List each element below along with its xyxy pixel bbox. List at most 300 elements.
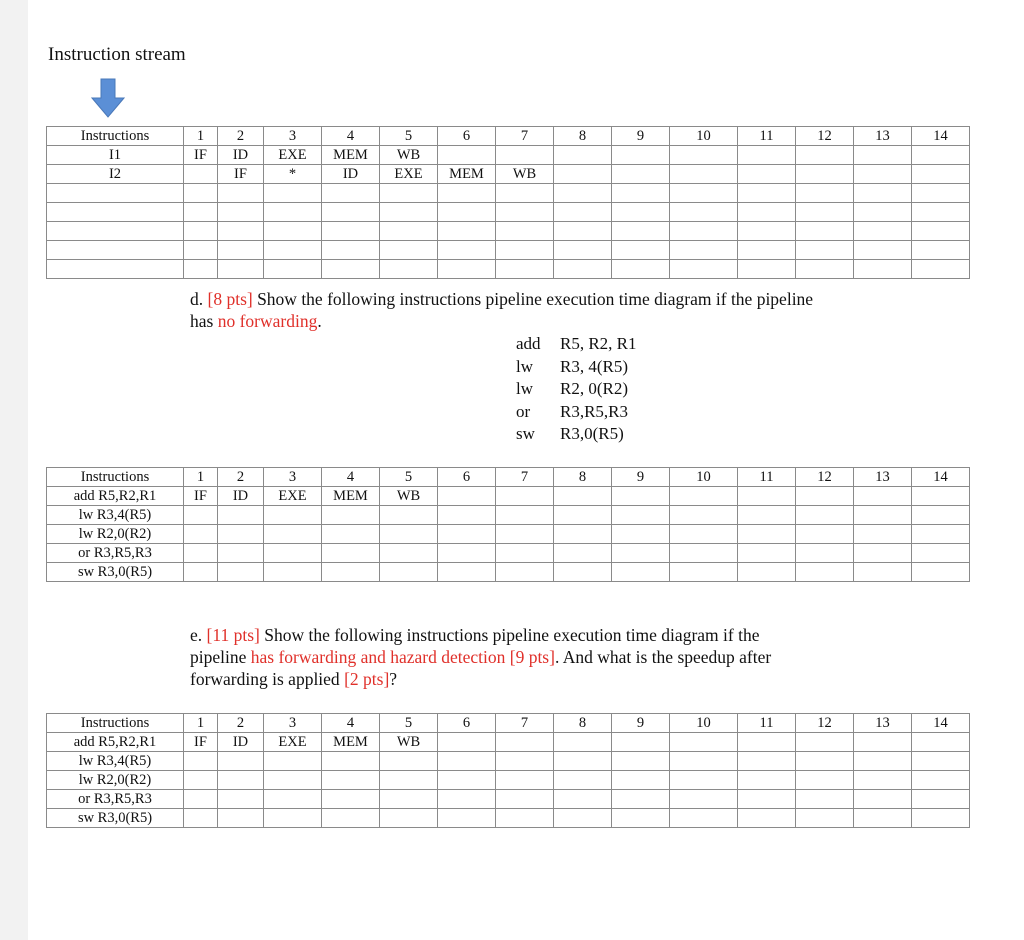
stage-cell [912, 203, 970, 222]
stage-cell [854, 790, 912, 809]
instruction-cell: I2 [47, 165, 184, 184]
stage-cell [322, 544, 380, 563]
cycle-number-cell: 14 [912, 714, 970, 733]
stage-cell [612, 184, 670, 203]
stage-cell [322, 790, 380, 809]
stage-cell [184, 563, 218, 582]
stage-cell [738, 544, 796, 563]
stage-cell [854, 544, 912, 563]
stage-cell [612, 752, 670, 771]
stage-cell [380, 241, 438, 260]
instruction-cell: lw R2,0(R2) [47, 771, 184, 790]
cycle-number-cell: 6 [438, 127, 496, 146]
cycle-number-cell: 10 [670, 127, 738, 146]
stage-cell [322, 184, 380, 203]
stage-cell [380, 771, 438, 790]
stage-cell [854, 260, 912, 279]
cycle-number-cell: 9 [612, 127, 670, 146]
stage-cell [670, 165, 738, 184]
cycle-header-row [47, 714, 970, 733]
stage-cell [184, 506, 218, 525]
question-d-highlight: no forwarding [217, 311, 318, 331]
stage-cell [496, 487, 554, 506]
cycle-number-cell: 3 [264, 714, 322, 733]
stage-cell [912, 809, 970, 828]
stage-cell [612, 222, 670, 241]
instructions-header-cell: Instructions [47, 127, 184, 146]
instruction-cell: sw R3,0(R5) [47, 809, 184, 828]
cycle-header-row [47, 127, 970, 146]
stage-cell [554, 506, 612, 525]
cycle-number-cell: 13 [854, 127, 912, 146]
stage-cell [670, 487, 738, 506]
cycle-number-cell: 9 [612, 468, 670, 487]
stage-cell [380, 809, 438, 828]
stage-cell [184, 544, 218, 563]
stage-cell: ID [218, 733, 264, 752]
stage-cell [554, 809, 612, 828]
stage-cell [612, 203, 670, 222]
code-args: R3,0(R5) [560, 424, 624, 443]
stage-cell [496, 563, 554, 582]
table-row [47, 790, 970, 809]
stage-cell: IF [218, 165, 264, 184]
stage-cell [380, 506, 438, 525]
question-e-text3: . And what is the speedup after [554, 647, 772, 667]
question-e-text1: Show the following instructions pipeline execution time diagram if the [259, 625, 760, 645]
code-args: R3,R5,R3 [560, 401, 629, 421]
pipeline-table-top [46, 126, 970, 279]
stage-cell [854, 184, 912, 203]
cycle-number-cell: 10 [670, 468, 738, 487]
table-row [47, 487, 970, 506]
instruction-cell [47, 184, 184, 203]
stage-cell [612, 260, 670, 279]
stage-cell [612, 165, 670, 184]
cycle-number-cell: 12 [796, 714, 854, 733]
stage-cell [796, 544, 854, 563]
instruction-cell: sw R3,0(R5) [47, 563, 184, 582]
stage-cell [218, 771, 264, 790]
stage-cell [796, 790, 854, 809]
stage-cell: ID [218, 487, 264, 506]
stage-cell [264, 260, 322, 279]
instruction-cell: or R3,R5,R3 [47, 544, 184, 563]
cycle-number-cell: 2 [218, 468, 264, 487]
stage-cell [612, 506, 670, 525]
stage-cell [796, 165, 854, 184]
stage-cell [670, 790, 738, 809]
stage-cell [796, 809, 854, 828]
stage-cell [264, 771, 322, 790]
cycle-number-cell: 13 [854, 468, 912, 487]
cycle-number-cell: 1 [184, 468, 218, 487]
stage-cell [184, 790, 218, 809]
stage-cell [184, 525, 218, 544]
cycle-number-cell: 6 [438, 468, 496, 487]
cycle-number-cell: 7 [496, 714, 554, 733]
question-d-prefix: d. [190, 289, 208, 309]
table-row [47, 241, 970, 260]
stage-cell [322, 203, 380, 222]
stage-cell: WB [496, 165, 554, 184]
table-row [47, 544, 970, 563]
stage-cell: WB [380, 487, 438, 506]
stage-cell [854, 752, 912, 771]
cycle-number-cell: 1 [184, 714, 218, 733]
stage-cell [854, 563, 912, 582]
stage-cell [670, 563, 738, 582]
stage-cell [496, 525, 554, 544]
cycle-number-cell: 5 [380, 468, 438, 487]
stage-cell [264, 203, 322, 222]
cycle-number-cell: 1 [184, 127, 218, 146]
stage-cell [738, 809, 796, 828]
table-row [47, 222, 970, 241]
cycle-number-cell: 8 [554, 468, 612, 487]
cycle-number-cell: 9 [612, 714, 670, 733]
stage-cell [496, 203, 554, 222]
stage-cell [854, 203, 912, 222]
stage-cell [218, 222, 264, 241]
code-args: R2, 0(R2) [560, 379, 628, 398]
table-row [47, 184, 970, 203]
stage-cell [380, 563, 438, 582]
cycle-header-row [47, 468, 970, 487]
stage-cell [670, 146, 738, 165]
stage-cell [854, 733, 912, 752]
stage-cell [670, 184, 738, 203]
stage-cell [796, 752, 854, 771]
down-arrow-icon [91, 78, 125, 118]
code-args: R5, R2, R1 [560, 334, 637, 353]
stage-cell [438, 733, 496, 752]
stage-cell [322, 525, 380, 544]
stage-cell [912, 733, 970, 752]
stage-cell: EXE [380, 165, 438, 184]
stage-cell [554, 790, 612, 809]
code-op: add [516, 334, 541, 353]
stage-cell [612, 563, 670, 582]
stage-cell [670, 222, 738, 241]
cycle-number-cell: 5 [380, 127, 438, 146]
stage-cell: IF [184, 487, 218, 506]
stage-cell [554, 525, 612, 544]
stage-cell [796, 525, 854, 544]
instruction-cell: lw R3,4(R5) [47, 506, 184, 525]
code-listing [516, 333, 637, 446]
cycle-number-cell: 4 [322, 127, 380, 146]
stage-cell [380, 222, 438, 241]
stage-cell [496, 506, 554, 525]
table-row [47, 525, 970, 544]
stage-cell [738, 222, 796, 241]
stage-cell [264, 506, 322, 525]
stage-cell [438, 203, 496, 222]
stage-cell [218, 752, 264, 771]
stage-cell [670, 241, 738, 260]
stage-cell [796, 146, 854, 165]
code-line [516, 333, 637, 356]
stage-cell [854, 146, 912, 165]
stage-cell [612, 241, 670, 260]
stage-cell [670, 752, 738, 771]
stage-cell: MEM [322, 146, 380, 165]
cycle-number-cell: 2 [218, 127, 264, 146]
stage-cell [496, 544, 554, 563]
stage-cell: ID [218, 146, 264, 165]
stage-cell [854, 525, 912, 544]
table-row [47, 563, 970, 582]
table-row [47, 165, 970, 184]
cycle-number-cell: 12 [796, 127, 854, 146]
table-row [47, 260, 970, 279]
cycle-number-cell: 4 [322, 468, 380, 487]
stage-cell [496, 222, 554, 241]
table-row [47, 146, 970, 165]
cycle-number-cell: 6 [438, 714, 496, 733]
stage-cell [322, 241, 380, 260]
cycle-number-cell: 8 [554, 714, 612, 733]
stage-cell [554, 260, 612, 279]
stage-cell [912, 487, 970, 506]
stage-cell [912, 525, 970, 544]
question-e-text4: forwarding is applied [190, 669, 345, 689]
stage-cell [184, 184, 218, 203]
table-row [47, 771, 970, 790]
stage-cell [496, 260, 554, 279]
code-op: lw [516, 356, 533, 376]
stage-cell: * [264, 165, 322, 184]
stage-cell [380, 184, 438, 203]
stage-cell [670, 260, 738, 279]
stage-cell [184, 165, 218, 184]
stage-cell [854, 165, 912, 184]
stage-cell [218, 260, 264, 279]
stage-cell [912, 165, 970, 184]
stage-cell [738, 752, 796, 771]
stage-cell [322, 809, 380, 828]
stage-cell [218, 203, 264, 222]
stage-cell [218, 809, 264, 828]
stage-cell [554, 203, 612, 222]
stage-cell [854, 809, 912, 828]
question-d-text2: has [190, 311, 218, 331]
stage-cell [438, 525, 496, 544]
instruction-cell: add R5,R2,R1 [47, 733, 184, 752]
question-d [190, 288, 813, 332]
stage-cell [218, 544, 264, 563]
stage-cell [438, 809, 496, 828]
cycle-number-cell: 8 [554, 127, 612, 146]
stage-cell [554, 752, 612, 771]
pipeline-table-d [46, 467, 970, 582]
stage-cell [438, 544, 496, 563]
stage-cell [612, 544, 670, 563]
stage-cell: MEM [322, 733, 380, 752]
stage-cell [184, 752, 218, 771]
stage-cell [612, 809, 670, 828]
instruction-cell: or R3,R5,R3 [47, 790, 184, 809]
stage-cell [612, 487, 670, 506]
stage-cell [438, 752, 496, 771]
question-e-suffix: ? [389, 669, 398, 689]
stage-cell: EXE [264, 487, 322, 506]
document-page [28, 0, 1024, 940]
stage-cell [218, 563, 264, 582]
cycle-number-cell: 5 [380, 714, 438, 733]
question-e-prefix: e. [190, 625, 207, 645]
stage-cell [796, 203, 854, 222]
question-e-highlight2: [2 pts] [344, 669, 390, 689]
stage-cell [322, 506, 380, 525]
question-d-points: [8 pts] [207, 289, 253, 309]
stage-cell [184, 241, 218, 260]
stage-cell [438, 771, 496, 790]
stage-cell: MEM [322, 487, 380, 506]
stage-cell [496, 241, 554, 260]
stage-cell [184, 260, 218, 279]
table-row [47, 506, 970, 525]
stage-cell [218, 184, 264, 203]
stage-cell [264, 241, 322, 260]
stage-cell [612, 771, 670, 790]
cycle-number-cell: 3 [264, 127, 322, 146]
cycle-number-cell: 11 [738, 714, 796, 733]
stage-cell [496, 733, 554, 752]
instruction-cell [47, 260, 184, 279]
stage-cell [796, 184, 854, 203]
stage-cell [670, 203, 738, 222]
stage-cell [612, 146, 670, 165]
stage-cell [438, 790, 496, 809]
stage-cell [912, 222, 970, 241]
stage-cell [796, 260, 854, 279]
stage-cell [796, 487, 854, 506]
cycle-number-cell: 14 [912, 468, 970, 487]
stage-cell [738, 241, 796, 260]
table-row [47, 809, 970, 828]
stage-cell [554, 733, 612, 752]
stage-cell [438, 563, 496, 582]
cycle-number-cell: 14 [912, 127, 970, 146]
stage-cell: ID [322, 165, 380, 184]
stage-cell [796, 222, 854, 241]
code-op: sw [516, 424, 535, 443]
stage-cell [438, 506, 496, 525]
stage-cell [496, 146, 554, 165]
stage-cell: EXE [264, 733, 322, 752]
stage-cell [854, 222, 912, 241]
cycle-number-cell: 4 [322, 714, 380, 733]
stage-cell [496, 771, 554, 790]
stage-cell [264, 752, 322, 771]
stage-cell [738, 525, 796, 544]
stage-cell [912, 771, 970, 790]
stage-cell [738, 165, 796, 184]
stage-cell [738, 487, 796, 506]
table-row [47, 752, 970, 771]
pipeline-table-e [46, 713, 970, 828]
stage-cell [854, 771, 912, 790]
stage-cell [912, 260, 970, 279]
stage-cell: WB [380, 733, 438, 752]
stage-cell [438, 241, 496, 260]
stage-cell [554, 165, 612, 184]
question-d-text1: Show the following instructions pipeline execution time diagram if the pipeline [252, 289, 814, 309]
stage-cell [264, 544, 322, 563]
stage-cell [264, 222, 322, 241]
stage-cell: IF [184, 146, 218, 165]
stage-cell [438, 260, 496, 279]
instruction-cell [47, 203, 184, 222]
stage-cell [496, 790, 554, 809]
stage-cell [184, 809, 218, 828]
stage-cell [264, 525, 322, 544]
cycle-number-cell: 7 [496, 127, 554, 146]
instruction-cell: lw R2,0(R2) [47, 525, 184, 544]
stage-cell [796, 771, 854, 790]
stage-cell [322, 771, 380, 790]
stage-cell [218, 506, 264, 525]
code-line [516, 356, 637, 379]
stage-cell [912, 790, 970, 809]
instruction-cell [47, 222, 184, 241]
stage-cell [912, 184, 970, 203]
stage-cell [554, 146, 612, 165]
stage-cell [264, 563, 322, 582]
stage-cell [184, 222, 218, 241]
stage-cell [912, 752, 970, 771]
stage-cell [670, 544, 738, 563]
stage-cell [184, 771, 218, 790]
stage-cell [322, 563, 380, 582]
stage-cell [612, 733, 670, 752]
stage-cell [738, 733, 796, 752]
stage-cell [796, 563, 854, 582]
stage-cell [738, 771, 796, 790]
stage-cell [322, 260, 380, 279]
stage-cell [738, 146, 796, 165]
cycle-number-cell: 12 [796, 468, 854, 487]
stage-cell [912, 563, 970, 582]
stage-cell: EXE [264, 146, 322, 165]
stage-cell [670, 809, 738, 828]
code-op: or [516, 401, 531, 421]
stage-cell [670, 771, 738, 790]
cycle-number-cell: 13 [854, 714, 912, 733]
code-op: lw [516, 379, 533, 398]
instruction-cell: lw R3,4(R5) [47, 752, 184, 771]
stage-cell [438, 146, 496, 165]
stage-cell [738, 184, 796, 203]
stage-cell [380, 544, 438, 563]
instructions-header-cell: Instructions [47, 468, 184, 487]
stage-cell [264, 184, 322, 203]
table-row [47, 733, 970, 752]
stage-cell [554, 487, 612, 506]
stage-cell [380, 203, 438, 222]
stage-cell [738, 563, 796, 582]
stage-cell [854, 487, 912, 506]
question-e-text2: pipeline [190, 647, 251, 667]
code-line [516, 401, 637, 424]
stage-cell [554, 222, 612, 241]
stage-cell [264, 809, 322, 828]
stage-cell [796, 506, 854, 525]
stage-cell [218, 525, 264, 544]
stage-cell [218, 790, 264, 809]
